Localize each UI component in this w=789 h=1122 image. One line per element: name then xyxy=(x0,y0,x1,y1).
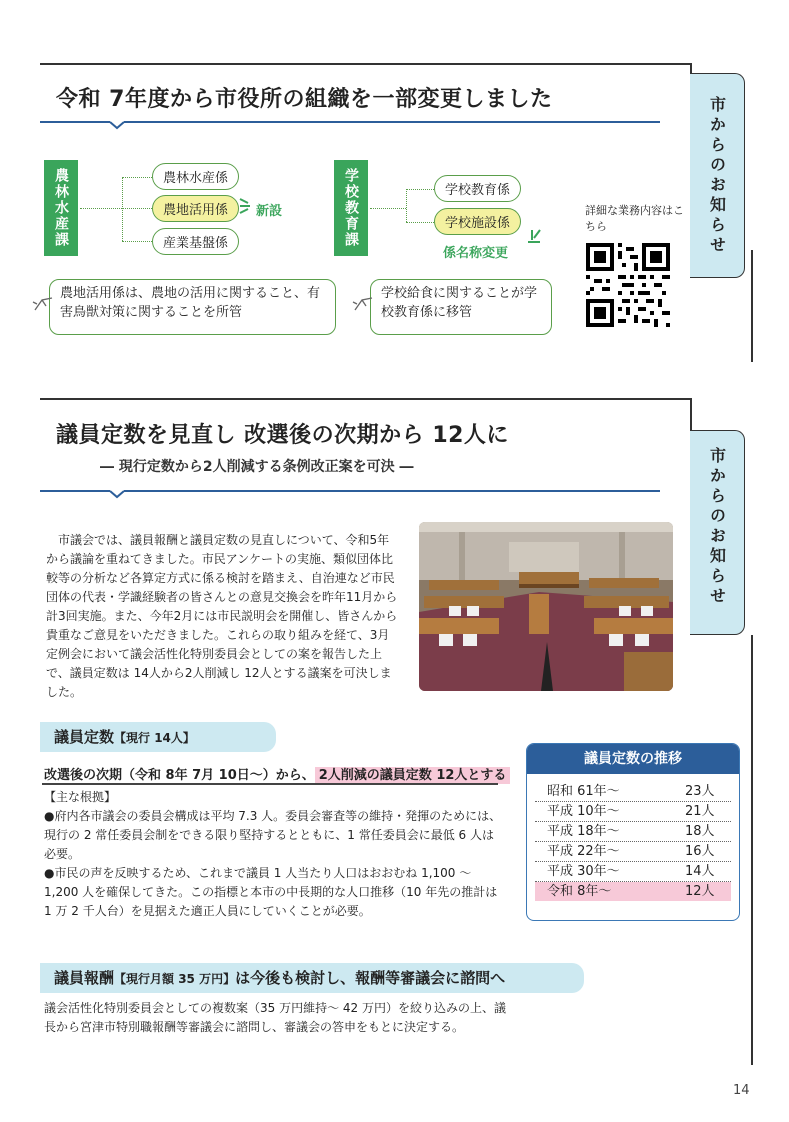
teisu-banner: 議員定数【現行 14人】 xyxy=(40,722,276,752)
table-row: 平成 10年～ 21人 xyxy=(535,802,731,822)
section2-subtitle: ― 現行定数から2人削減する条例改正案を可決 ― xyxy=(100,459,414,475)
council-chamber-photo xyxy=(419,522,673,691)
sparkle-icon xyxy=(524,228,542,246)
reason-2: ●市民の声を反映するため、これまで議員 1 人当たり人口はおおむね 1,100 ～ 1,200 人を確保してきた。この指標と本市の中長期的な人口推移（10 年先の推計は 1 万 2 千人台）を見据えた適正人員にしていくことが必要。 xyxy=(44,866,498,918)
qr-caption: 詳細な業務内容はこちら xyxy=(585,204,684,233)
dept-gakkou: 学校教育課 xyxy=(334,160,368,256)
title-underline xyxy=(40,118,660,130)
section1-title: 令和 7年度から市役所の組織を一部変更しました xyxy=(56,87,553,112)
table-row-highlight: 令和 8年～ 12人 xyxy=(535,882,731,901)
hoshu-text: 議会活性化特別委員会としての複数案（35 万円維持～ 42 万円）を絞り込みの上、議長から宮津市特別職報酬等審議会に諮問し、審議会の答申をもとに決定する。 xyxy=(44,1001,506,1034)
teisu-lead-line: 改選後の次期（令和 8年 7月 10日～）から、 2人削減の議員定数 12人とする xyxy=(44,764,510,783)
section-item-kyouiku: 学校教育係 xyxy=(434,175,521,202)
table-row: 平成 30年～ 14人 xyxy=(535,862,731,882)
section-item-nouchi: 農地活用係 xyxy=(152,195,239,222)
new-badge: 新設 xyxy=(256,204,283,219)
side-tab-notice: 市からのお知らせ xyxy=(690,73,745,278)
qr-code[interactable] xyxy=(586,243,670,327)
section-item-shisetsu: 学校施設係 xyxy=(434,208,521,235)
note-nouchi: 農地活用係は、農地の活用に関すること、有害鳥獣対策に関することを所管 xyxy=(49,279,336,335)
hoshu-banner: 議員報酬【現行月額 35 万円】は今後も検討し、報酬等審議会に諮問へ xyxy=(40,963,584,993)
title-underline xyxy=(40,487,660,499)
section-item-nourin: 農林水産係 xyxy=(152,163,239,190)
side-tab-notice: 市からのお知らせ xyxy=(690,430,745,635)
pointing-hand-icon xyxy=(352,292,376,314)
table-row: 平成 18年～ 18人 xyxy=(535,822,731,842)
table-title: 議員定数の推移 xyxy=(527,744,739,774)
section-item-sangyou: 産業基盤係 xyxy=(152,228,239,255)
note-kyushoku: 学校給食に関することが学校教育係に移管 xyxy=(370,279,552,335)
pointing-hand-icon xyxy=(32,292,56,314)
teisu-history-table xyxy=(526,743,740,921)
intro-paragraph: 市議会では、議員報酬と議員定数の見直しについて、令和5年から議論を重ねてきました。市民アンケートの実施、類似団体比較等の分析など各算定方式に係る検討を踏まえ、自治連など市民団体の代表・学識経験者の皆さんとの意見交換会を昨年11月から計3回実施。また、今年2月には市民説明会を開催し、皆さんから貴重なご意見をいただきました。これらの取り組みを経て、3月定例会において議会活性化特別委員会としての案を報告した上で、議員定数は 14人から2人削減し 12人とする議案を可決しました。 xyxy=(46,533,398,699)
page-number: 14 xyxy=(733,1083,750,1098)
sparkle-icon xyxy=(238,195,254,215)
rename-badge: 係名称変更 xyxy=(443,246,509,261)
table-row: 昭和 61年～ 23人 xyxy=(535,782,731,802)
teisu-highlight: 2人削減の議員定数 12人とする xyxy=(315,767,511,784)
reason-label: 【主な根拠】 xyxy=(44,790,117,804)
reason-1: ●府内各市議会の委員会構成は平均 7.3 人。委員会審査等の維持・発揮のためには、現行の 2 常任委員会制をできる限り堅持するとともに、1 常任委員会に最低 6 人は必要。 xyxy=(44,809,502,861)
table-row: 平成 22年～ 16人 xyxy=(535,842,731,862)
dept-nourin: 農林水産課 xyxy=(44,160,78,256)
section2-title: 議員定数を見直し 改選後の次期から 12人に xyxy=(56,423,509,448)
